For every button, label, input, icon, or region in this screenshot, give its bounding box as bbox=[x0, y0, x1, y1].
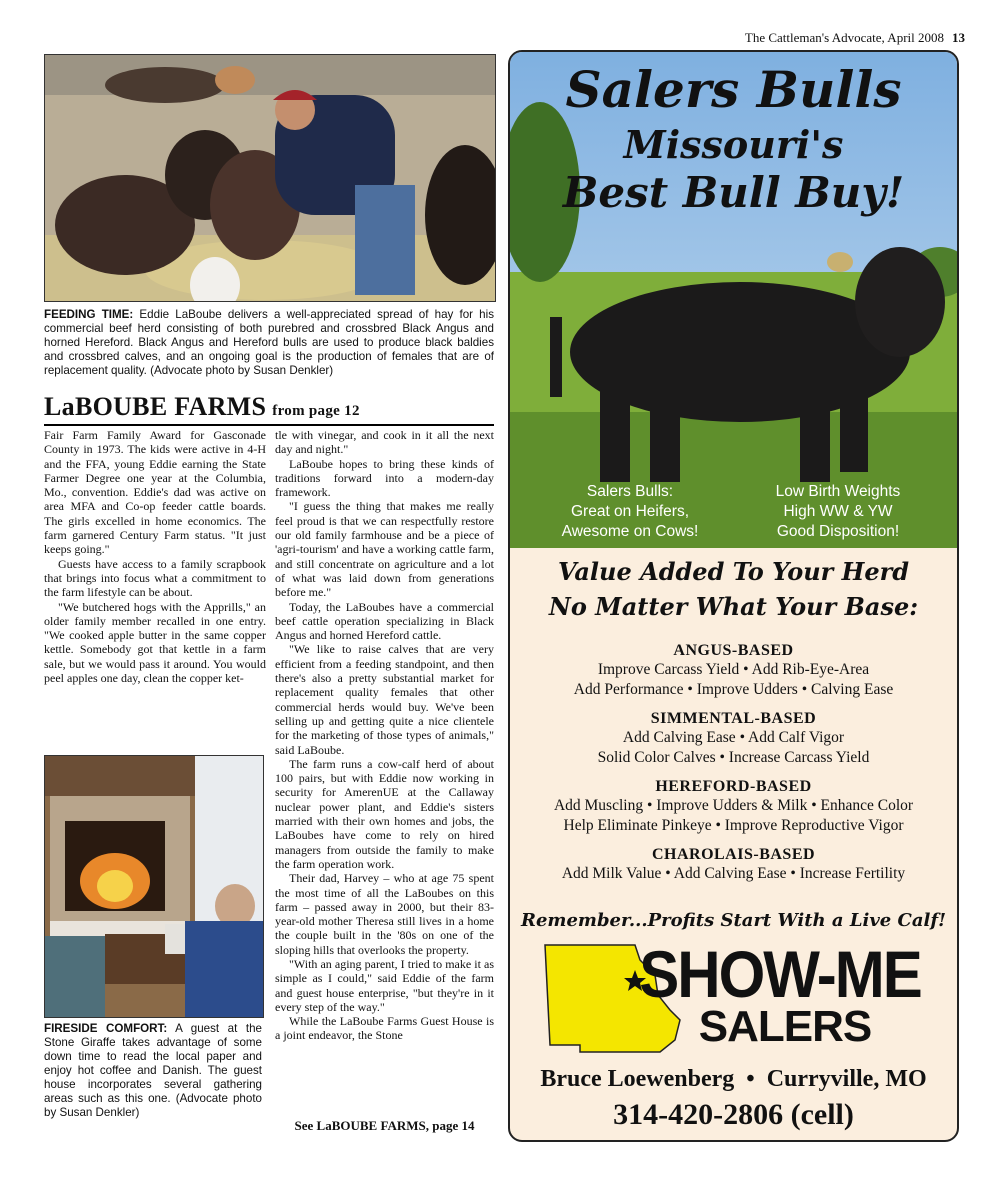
headline-rule bbox=[44, 424, 494, 426]
section-line: Add Muscling • Improve Udders & Milk • Enhance Color bbox=[553, 797, 914, 814]
section-title: CHAROLAIS-BASED bbox=[651, 846, 816, 863]
section-line: Improve Carcass Yield • Add Rib-Eye-Area bbox=[597, 661, 870, 678]
section-title: HEREFORD-BASED bbox=[655, 778, 812, 795]
headline-text: LaBOUBE FARMS bbox=[44, 392, 267, 421]
angus-section bbox=[510, 642, 957, 700]
feeding-photo-caption bbox=[44, 308, 494, 378]
phone-number: 314-420-2806 (cell) bbox=[613, 1098, 854, 1131]
section-line: Add Calving Ease • Add Calf Vigor bbox=[622, 729, 845, 746]
paragraph: Their dad, Harvey – who at age 75 spent the most time of all the LaBoubes on this farm – passed away in 2000, but their 83-year-old mother Theresa still lives in a home the couple built in the '80s on one of the sloping hills that overlooks the property. bbox=[275, 871, 494, 957]
from-page-label: from page 12 bbox=[272, 403, 360, 419]
simmental-section bbox=[510, 710, 957, 768]
hereford-section bbox=[510, 778, 957, 836]
overlay-line: Salers Bulls: bbox=[586, 483, 674, 500]
fireside-photo bbox=[44, 755, 264, 1018]
contact-line: Bruce Loewenberg • Curryville, MO bbox=[540, 1066, 927, 1092]
section-line: Help Eliminate Pinkeye • Improve Reproductive Vigor bbox=[563, 817, 904, 834]
logo-show-me: SHOW-ME bbox=[639, 937, 921, 1012]
caption-lead: FIRESIDE COMFORT: bbox=[44, 1022, 168, 1035]
logo-salers: SALERS bbox=[698, 1002, 872, 1051]
value-added-line-2: No Matter What Your Base: bbox=[548, 592, 919, 621]
paragraph: "I guess the thing that makes me really feel proud is that we can respectfully restore our old family farmhouse and be a piece of 'agri-tourism' and have a working cattle farm, and still concentrate on agriculture and a lot of what was laid down from generations before me." bbox=[275, 499, 494, 600]
overlay-line: Awesome on Cows! bbox=[561, 523, 699, 540]
paragraph: "With an aging parent, I tried to make it as simple as I could," said Eddie of the farm and guest house enterprise, "but they're in it every step of the way." bbox=[275, 956, 494, 1014]
caption-lead: FEEDING TIME: bbox=[44, 308, 134, 321]
section-line: Add Milk Value • Add Calving Ease • Increase Fertility bbox=[561, 865, 906, 882]
salers-advertisement bbox=[508, 50, 959, 1142]
section-title: ANGUS-BASED bbox=[673, 642, 794, 659]
feeding-photo bbox=[44, 54, 496, 302]
page-header bbox=[700, 30, 965, 46]
paragraph: Today, the LaBoubes have a commercial beef cattle operation specializing in Black Angus and horned Hereford cattle. bbox=[275, 599, 494, 643]
ad-benefits-sections bbox=[510, 642, 957, 884]
overlay-left-text bbox=[530, 482, 730, 542]
ad-title-line-1: Salers Bulls bbox=[565, 60, 902, 119]
paragraph: "We butchered hogs with the Apprills," an older family member recalled in one entry. "We cooked apple butter in the same copper kettle. Somebody got that kettle in a farm sale, but we would pass it around. You would peel apples one day, clean the copper ket- bbox=[44, 599, 266, 686]
overlay-line: Low Birth Weights bbox=[775, 483, 901, 500]
paragraph: The farm runs a cow-calf herd of about 100 pairs, but with Eddie now working in security for AmerenUE at the Callaway nuclear power plant, and Eddie's sisters married with their own homes and jobs, the LaBoubes have come to rely on hired managers from outside the family to make the farm operation work. bbox=[275, 756, 494, 871]
overlay-line: Great on Heifers, bbox=[570, 503, 690, 520]
page-number: 13 bbox=[952, 30, 965, 45]
article-headline bbox=[44, 392, 494, 422]
section-line: Solid Color Calves • Increase Carcass Yield bbox=[597, 749, 870, 766]
article-column-2 bbox=[275, 428, 494, 1043]
fireside-photo-caption bbox=[44, 1022, 262, 1120]
ad-title-line-3: Best Bull Buy! bbox=[562, 168, 905, 217]
paragraph: tle with vinegar, and cook in it all the next day and night." bbox=[275, 428, 494, 457]
overlay-right-text bbox=[738, 482, 938, 542]
charolais-section bbox=[510, 846, 957, 884]
ad-title-line-2: Missouri's bbox=[623, 122, 844, 167]
paragraph: "We like to raise calves that are very efficient from a feeding standpoint, and then there's also a pretty substantial market for replacement quality females that other commercial herds would buy. We've been selling up and getting quite a nice clientele for the marketing of those types of animals," said LaBoube. bbox=[275, 642, 494, 757]
section-line: Add Performance • Improve Udders • Calving Ease bbox=[573, 681, 894, 698]
paragraph: While the LaBoube Farms Guest House is a joint endeavor, the Stone bbox=[275, 1014, 494, 1043]
overlay-line: High WW & YW bbox=[783, 503, 893, 520]
remember-tagline: Remember...Profits Start With a Live Calf! bbox=[521, 910, 946, 931]
overlay-line: Good Disposition! bbox=[776, 523, 900, 540]
section-title: SIMMENTAL-BASED bbox=[650, 710, 817, 727]
caption-text: A guest at the Stone Giraffe takes advantage of some down time to read the local paper and enjoy hot coffee and Danish. The guest house incorporates several gathering areas such as this one. (Advocate photo by Susan Denkler) bbox=[44, 1022, 262, 1119]
paragraph: LaBoube hopes to bring these kinds of traditions forward into a modern-day framework. bbox=[275, 456, 494, 500]
publication-name: The Cattleman's Advocate, April 2008 bbox=[744, 30, 944, 45]
article-column-1 bbox=[44, 428, 266, 685]
value-added-line-1: Value Added To Your Herd bbox=[557, 557, 910, 586]
paragraph: Fair Farm Family Award for Gasconade County in 1973. The kids were active in 4-H and the FFA, young Eddie earning the State Farmer Degree one year at the Columbia, Mo., convention. Eddie's dad was active on area MFA and Co-op feeder cattle boards. The girls excelled in home economics. The farm garnered Century Farm status. "It just keeps going." bbox=[44, 428, 266, 557]
caption-text: Eddie LaBoube delivers a well-appreciated spread of hay for his commercial beef herd consisting of both purebred and crossbred Black Angus and horned Hereford. Black Angus and Hereford bulls are used to produce black baldies and crossbred calves, and an ongoing goal is the production of females that are of replacement quality. (Advocate photo by Susan Denkler) bbox=[44, 308, 495, 377]
continued-jump-line: See LaBOUBE FARMS, page 14 bbox=[294, 1118, 475, 1133]
paragraph: Guests have access to a family scrapbook that brings into focus what a commitment to the farm lifestyle can be about. bbox=[44, 556, 266, 600]
